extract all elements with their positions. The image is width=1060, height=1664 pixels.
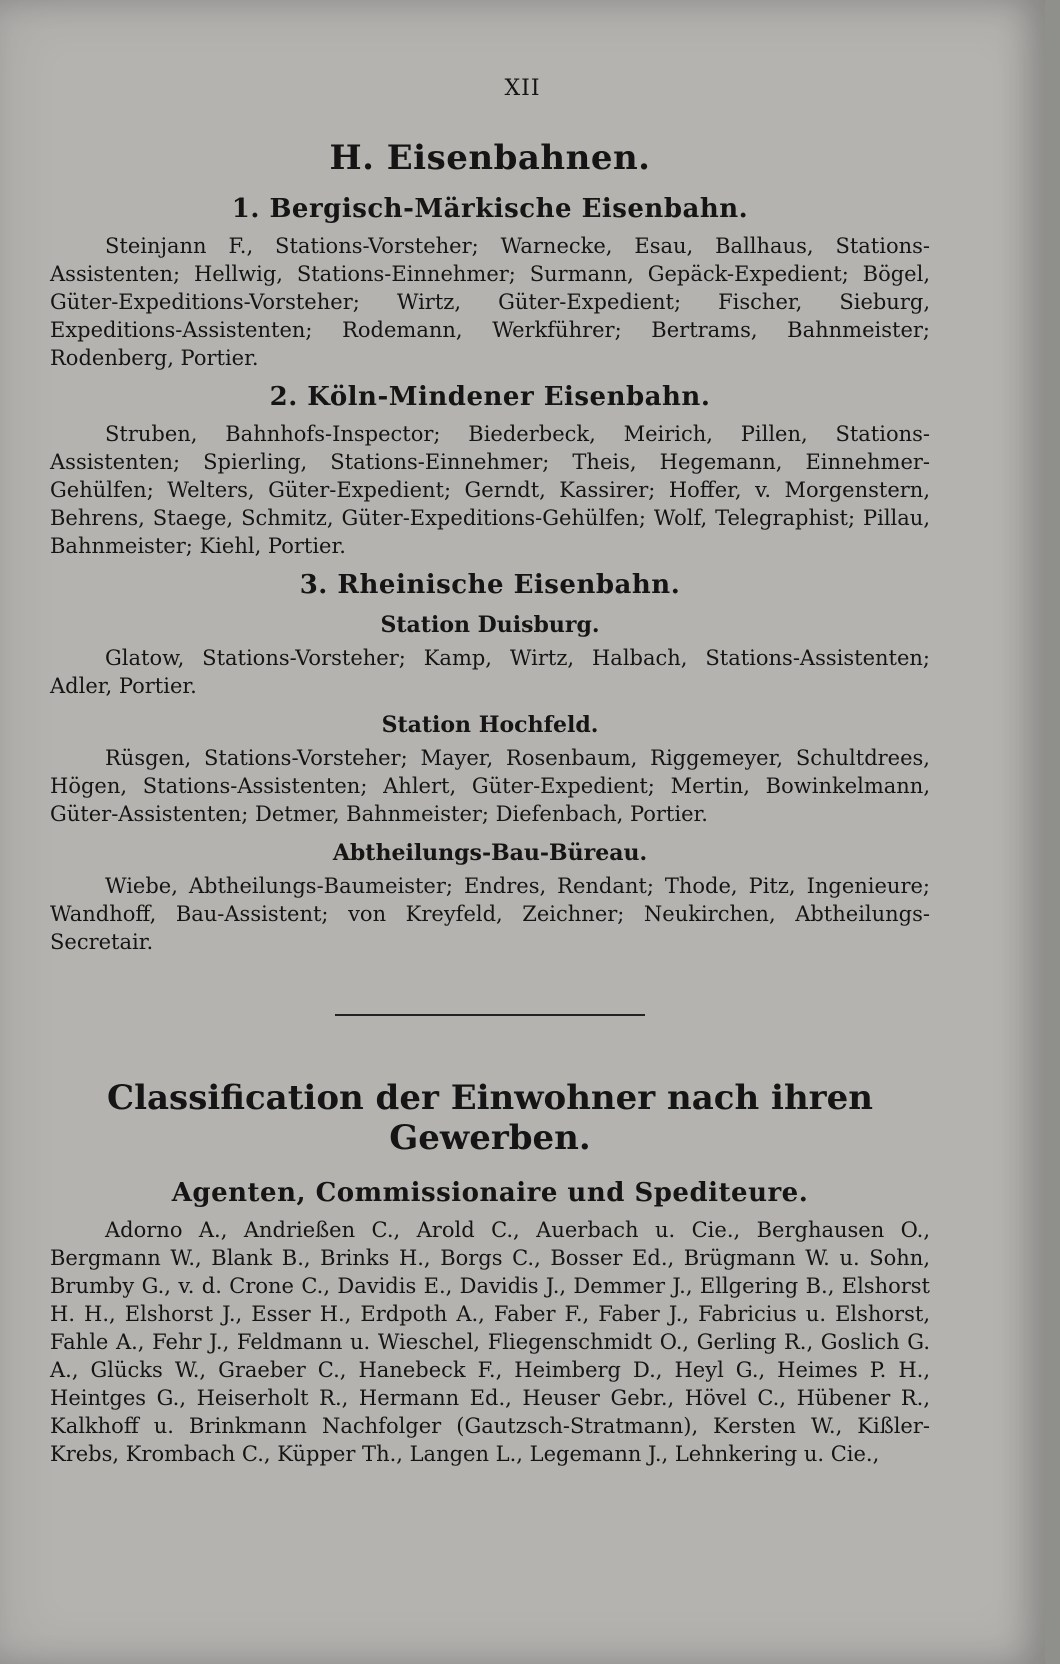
section-divider [335, 1014, 645, 1016]
paragraph-bergisch-maerkische: Steinjann F., Stations-Vorsteher; Warnecke, Esau, Ballhaus, Stations-Assistenten; Hellwig, Stations-Einnehmer; Surmann, Gepäck-Expedient; Bögel, Güter-Expeditions-Vorsteher; Wirtz, Güter-Expedient; Fischer, Sieburg, Expeditions-Assistenten; Rodemann, Werkführer; Bertrams, Bahnmeister; Rodenberg, Portier. [50, 234, 930, 370]
heading-rheinische: 3. Rheinische Eisenbahn. [299, 570, 681, 600]
page-number: XII [504, 76, 541, 101]
page-content [50, 128, 930, 1476]
paragraph-bau-bureau: Wiebe, Abtheilungs-Baumeister; Endres, Rendant; Thode, Pitz, Ingenieure; Wandhoff, Bau-Assistent; von Kreyfeld, Zeichner; Neukirchen, Abtheilungs-Secretair. [50, 874, 930, 954]
section-title-railways: H. Eisenbahnen. [329, 138, 651, 178]
classification-subtitle: Agenten, Commissionaire und Spediteure. [171, 1178, 809, 1208]
paragraph-station-duisburg: Glatow, Stations-Vorsteher; Kamp, Wirtz, Halbach, Stations-Assistenten; Adler, Portier. [50, 646, 930, 698]
heading-station-hochfeld: Station Hochfeld. [381, 712, 599, 738]
paragraph-koeln-mindener: Struben, Bahnhofs-Inspector; Biederbeck, Meirich, Pillen, Stations-Assistenten; Spierling, Stations-Einnehmer; Theis, Hegemann, Einnehmer-Gehülfen; Welters, Güter-Expedient; Gerndt, Kassirer; Hoffer, v. Morgenstern, Behrens, Staege, Schmitz, Güter-Expeditions-Gehülfen; Wolf, Telegraphist; Pillau, Bahnmeister; Kiehl, Portier. [50, 422, 930, 558]
classification-title: Classification der Einwohner nach ihren Gewerben. [107, 1078, 873, 1158]
heading-koeln-mindener: 2. Köln-Mindener Eisenbahn. [269, 382, 711, 412]
paragraph-station-hochfeld: Rüsgen, Stations-Vorsteher; Mayer, Rosenbaum, Riggemeyer, Schultdrees, Högen, Stations-Assistenten; Ahlert, Güter-Expedient; Mertin, Bowinkelmann, Güter-Assistenten; Detmer, Bahnmeister; Diefenbach, Portier. [50, 746, 930, 826]
heading-bau-bureau: Abtheilungs-Bau-Büreau. [332, 840, 648, 866]
heading-station-duisburg: Station Duisburg. [380, 612, 600, 638]
paragraph-agents-list: Adorno A., Andrießen C., Arold C., Auerbach u. Cie., Berghausen O., Bergmann W., Blank B., Brinks H., Borgs C., Bosser Ed., Brügmann W. u. Sohn, Brumby G., v. d. Crone C., Davidis E., Davidis J., Demmer J., Ellgering B., Elshorst H. H., Elshorst J., Esser H., Erdpoth A., Faber F., Faber J., Fabricius u. Elshorst, Fahle A., Fehr J., Feldmann u. Wieschel, Fliegenschmidt O., Gerling R., Goslich G. A., Glücks W., Graeber C., Hanebeck F., Heimberg D., Heyl G., Heimes P. H., Heintges G., Heiserholt R., Hermann Ed., Heuser Gebr., Hövel C., Hübener R., Kalkhoff u. Brinkmann Nachfolger (Gautzsch-Stratmann), Kersten W., Kißler-Krebs, Krombach C., Küpper Th., Langen L., Legemann J., Lehnkering u. Cie., [50, 1218, 930, 1466]
heading-bergisch-maerkische: 1. Bergisch-Märkische Eisenbahn. [231, 194, 749, 224]
